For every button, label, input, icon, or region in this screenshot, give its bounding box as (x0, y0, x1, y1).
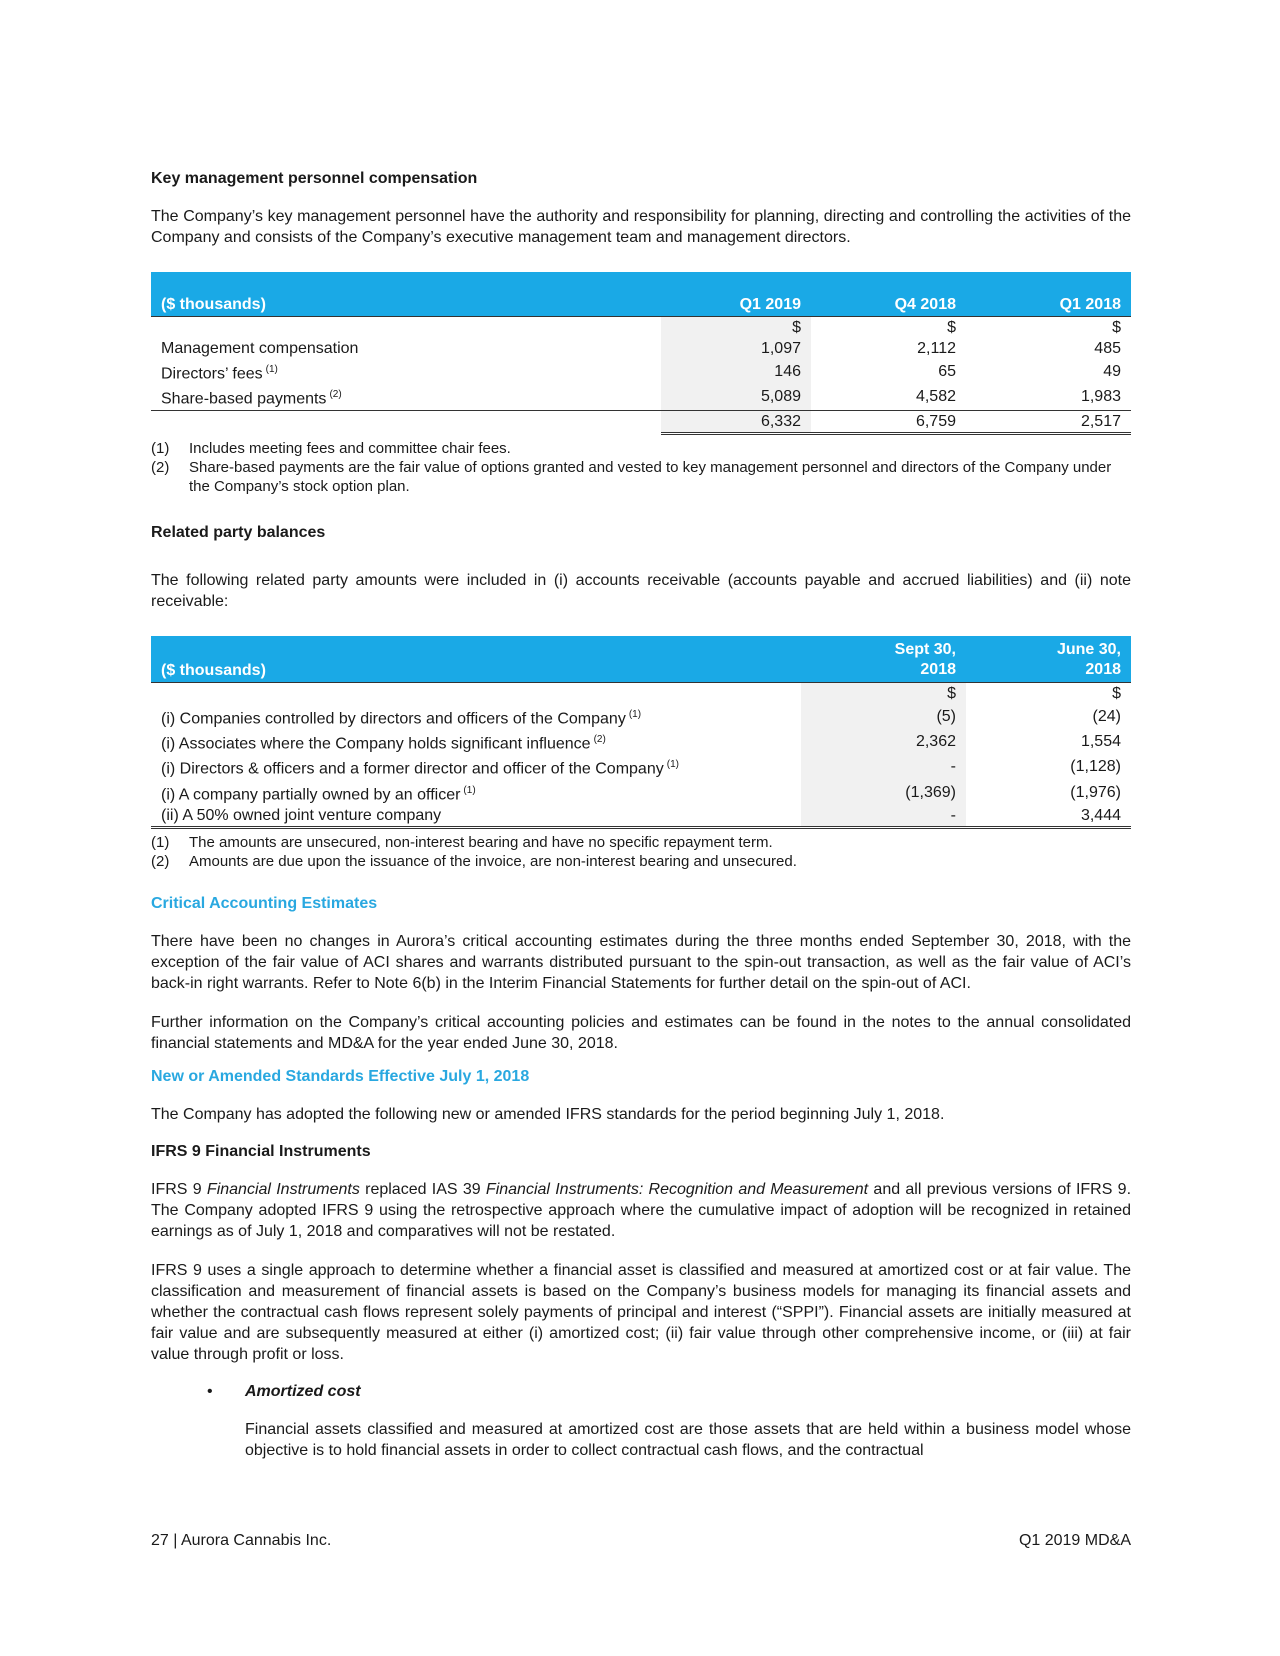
cell: 5,089 (661, 384, 811, 410)
nas-paragraph: The Company has adopted the following new or amended IFRS standards for the period beginning July 1, 2018. (151, 1105, 945, 1123)
cell: - (801, 754, 966, 779)
total-row (151, 410, 1131, 433)
row-label: Share-based payments (161, 390, 327, 408)
kmp-col-header: Q1 2019 (661, 273, 811, 317)
footer-right: Q1 2019 MD&A (1018, 1532, 1131, 1549)
cell: 1,097 (661, 338, 811, 359)
rpb-label-header: ($ thousands) (151, 637, 801, 683)
kmp-footnotes (151, 439, 1131, 496)
table-row (151, 780, 1131, 805)
rpb-col-header: June 30, 2018 (966, 637, 1131, 683)
rpb-currency-row (151, 682, 1131, 704)
ifrs9-paragraph: IFRS 9 Financial Instruments replaced IAS 39 Financial Instruments: Recognition and Measurement and all previous versions of IFRS 9. The Company adopted IFRS 9 using the retrospective approach where the cumulative impact of adoption will be recognized in retained earnings as of July 1, 2018 and comparatives will not be restated. (151, 1180, 1132, 1240)
footnote-ref: (2) (329, 389, 342, 401)
cell: 49 (1103, 363, 1121, 381)
total-cell: 6,332 (661, 410, 811, 433)
bullet-paragraph: Financial assets classified and measured at amortized cost are those assets that are held within a business model whose objective is to hold financial assets in order to collect contractual cash flows, and the contractual (245, 1420, 1131, 1459)
cell: 1,554 (1080, 733, 1121, 751)
rpb-table (151, 636, 1131, 829)
currency-cell: $ (801, 682, 966, 704)
bullet-icon: • (207, 1382, 213, 1400)
document-page (151, 170, 1131, 1461)
footnote-ref: (1) (265, 364, 278, 375)
row-label: (i) Associates where the Company holds significant influence (161, 735, 591, 753)
table-row (151, 384, 1131, 410)
cell: (1,128) (1070, 758, 1121, 776)
rpb-heading: Related party balances (151, 523, 326, 541)
kmp-col-header: Q4 2018 (811, 273, 966, 317)
rpb-intro: The following related party amounts were included in (i) accounts receivable (accounts payable and accrued liabilities) and (ii) note receivable: (151, 571, 1131, 610)
footnote: (2) Amounts are due upon the issuance of the invoice, are non-interest bearing and unsecured. (151, 852, 797, 870)
row-label: (i) A company partially owned by an officer (161, 785, 461, 803)
kmp-label-header: ($ thousands) (151, 273, 661, 317)
cae-paragraph: There have been no changes in Aurora’s critical accounting estimates during the three months ended September 30, 2018, with the exception of the fair value of ACI shares and warrants distributed pursuant to the spin-out transaction, as well as the fair value of ACI’s back-in right warrants. Refer to Note 6(b) in the Interim Financial Statements for further detail on the spin-out of ACI. (151, 932, 1131, 992)
table-row (151, 805, 1131, 828)
footnote-ref: (1) (463, 784, 476, 796)
cell: 3,444 (966, 805, 1131, 828)
rpb-col-header: Sept 30, 2018 (801, 637, 966, 683)
cell: 485 (1094, 340, 1121, 357)
cell: 146 (661, 359, 811, 384)
footnote: (1) The amounts are unsecured, non-interest bearing and have no specific repayment term. (151, 833, 773, 851)
table-row (151, 359, 1131, 384)
ifrs9-paragraph: IFRS 9 uses a single approach to determine whether a financial asset is classified and measured at amortized cost or at fair value. The classification and measurement of financial assets is based on the Company’s business models for managing its financial assets and whether the contractual cash flows represent solely payments of principal and interest (“SPPI”). Financial assets are initially measured at fair value and are subsequently measured at either (i) amortized cost; (ii) fair value through other comprehensive income, or (iii) at fair value through profit or loss. (151, 1261, 1131, 1363)
row-label: (i) Companies controlled by directors and officers of the Company (161, 709, 626, 727)
kmp-currency-row (151, 317, 1131, 339)
kmp-intro: The Company’s key management personnel have the authority and responsibility for planning, directing and controlling the activities of the Company and consists of the Company’s executive management team and management directors. (151, 208, 1131, 246)
currency-cell: $ (1112, 319, 1121, 336)
footnote-ref: (1) (666, 759, 679, 771)
kmp-table (151, 272, 1131, 435)
currency-cell: $ (1112, 684, 1121, 702)
table-row (151, 704, 1131, 729)
bullet-title: Amortized cost (245, 1382, 361, 1400)
cell: 4,582 (811, 384, 966, 410)
currency-cell: $ (661, 317, 811, 339)
cell: - (801, 805, 966, 828)
table-row (151, 754, 1131, 779)
footnote: (1) Includes meeting fees and committee chair fees. (151, 439, 511, 457)
footnote-ref: (2) (593, 733, 606, 745)
cell: (1,369) (801, 780, 966, 805)
footer-left: 27 | Aurora Cannabis Inc. (151, 1532, 332, 1549)
cell: 2,112 (917, 340, 956, 357)
rpb-footnotes (151, 833, 1131, 871)
cae-heading: Critical Accounting Estimates (151, 894, 378, 912)
row-label: Directors’ fees (161, 365, 263, 383)
footnote: (2) Share-based payments are the fair value of options granted and vested to key management personnel and directors of the Company under the Company’s stock option plan. (151, 458, 1112, 495)
table-row (151, 338, 1131, 359)
bullet-item (207, 1383, 1131, 1401)
total-cell: 2,517 (966, 410, 1131, 433)
cell: 1,983 (966, 384, 1131, 410)
row-label: Management compensation (161, 340, 359, 357)
kmp-heading: Key management personnel compensation (151, 170, 478, 187)
page-footer (151, 1532, 1131, 1550)
cell: (24) (1092, 707, 1121, 725)
currency-cell: $ (947, 319, 956, 336)
cell: 65 (938, 363, 956, 381)
ifrs9-heading: IFRS 9 Financial Instruments (151, 1142, 371, 1160)
cell: (5) (801, 704, 966, 729)
table-row (151, 729, 1131, 754)
nas-heading: New or Amended Standards Effective July 1, 2018 (151, 1067, 530, 1085)
cell: (1,976) (1070, 783, 1121, 801)
row-label: (i) Directors & officers and a former director and officer of the Company (161, 760, 664, 778)
kmp-col-header: Q1 2018 (966, 273, 1131, 317)
cae-paragraph: Further information on the Company’s critical accounting policies and estimates can be found in the notes to the annual consolidated financial statements and MD&A for the year ended June 30, 2018. (151, 1013, 1131, 1052)
total-cell: 6,759 (811, 410, 966, 433)
footnote-ref: (1) (628, 708, 642, 720)
row-label: (ii) A 50% owned joint venture company (161, 806, 442, 824)
cell: 2,362 (801, 729, 966, 754)
